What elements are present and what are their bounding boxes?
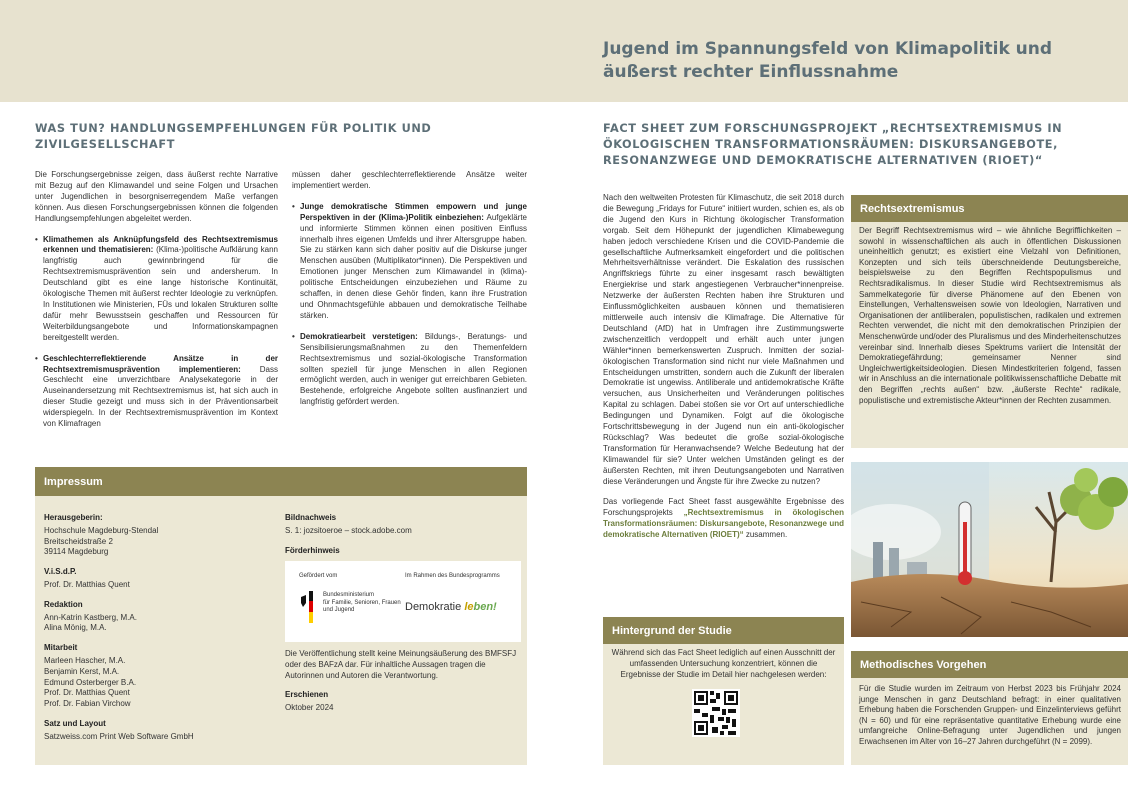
hintergrund-header: [603, 617, 844, 644]
impressum-header: [35, 467, 527, 496]
document-title: [603, 38, 1083, 84]
funding-logos: [285, 561, 521, 642]
recommendations-column-1: [35, 170, 278, 440]
impressum-line: 39114 Magdeburg: [44, 547, 109, 557]
summary-text: Das vorliegende Fact Sheet fasst ausgewählte Ergebnisse des Forschungsprojekts: [603, 497, 844, 518]
impressum-right-lower: [285, 649, 521, 723]
list-item: [35, 354, 278, 430]
impressum-funding: [285, 546, 521, 557]
list-item-text: (Klima-)politische Aufklärung kann langfristig auch gewinnbringend für die Rechtsextremismusprävention sein und andersherum. In Deutschland gibt es eine lange historische Kontinuität, ökologische Themen mit äußerst rechter Ideologie zu verknüpfen. In Institutionen wie Ministerien, FÜs und lokalen Strukturen sollte dafür mehr Bewusstsein geschaffen und Ressourcen für Weiterbildungsangebote und Informationskampagnen bereitgestellt werden.: [43, 245, 279, 342]
list-item: [292, 332, 527, 408]
qr-code-icon: [692, 689, 740, 737]
impressum-disclaimer: [285, 649, 521, 681]
impressum-line: Prof. Dr. Fabian Virchow: [44, 699, 131, 709]
impressum-line: Breitscheidstraße 2: [44, 536, 113, 546]
factsheet-body: [603, 193, 844, 551]
recommendations-list: [35, 235, 278, 430]
impressum-line: Hochschule Magdeburg-Stendal: [44, 525, 159, 535]
impressum-line: Edmund Osterberger B.A.: [44, 677, 137, 687]
federal-eagle-icon: [299, 591, 311, 623]
project-link[interactable]: „Rechtsextremismus in ökologischen Transformationsräumen: Diskursangebote, Resonanzwege und demokratische Alternativen (RIOET)“: [603, 508, 845, 540]
heading-line: ÖKOLOGISCHEN TRANSFORMATIONSRÄUMEN: DISKURSANGEBOTE,: [603, 138, 1059, 151]
impressum-label: Satz und Layout: [44, 718, 106, 728]
box-text: Für die Studie wurden im Zeitraum von Herbst 2023 bis Frühjahr 2024 junge Menschen in ganz Deutschland befragt: in einer qualitativen Erhebung haben die Forschenden Gruppen- und Einzelinterviews geführt (N = 60) und für eine repräsentative quantitative Erhebung wurde eine umfangreiche Online-Befragung unter Jugendlichen und jungen Erwachsenen im Alter von 16–27 Jahren durchgeführt (N = 2099).: [859, 684, 1121, 746]
impressum-line: Oktober 2024: [285, 703, 334, 713]
climate-photo-illustration: [851, 462, 1128, 637]
list-item-text: Bildungs-, Beratungs- und Sensibilisierungsmaßnahmen zu den Themenfeldern Rechtsextremismus und sozial-ökologische Transformation sollten speziell für junge Menschen in allen Regionen ermöglicht werden, auch in weniger gut erreichbaren Gebieten. Bestehende, erfolgreiche Angebote sollten ausfinanziert und langfristig gefördert werden.: [300, 331, 527, 407]
impressum-label: Herausgeberin:: [44, 513, 103, 522]
demokratie-leben-logo: [405, 601, 497, 613]
intro-paragraph: Die Forschungsergebnisse zeigen, dass äußerst rechte Narrative mit Bezug auf den Klimawandel und seine Folgen und Ursachen unter Jugendlichen in besorgniserregendem Maße verfangen können. Aus diesen Forschungsergebnissen können die folgenden Handlungsempfehlungen abgeleitet werden.: [35, 170, 278, 223]
list-item: [35, 235, 278, 344]
logo-word: ben!: [473, 601, 497, 613]
impressum-label: Mitarbeit: [44, 643, 78, 653]
logo-caption: Im Rahmen des Bundesprogramms: [405, 573, 500, 579]
impressum-label: Förderhinweis: [285, 545, 340, 555]
continued-paragraph: müssen daher geschlechterreflektierende Ansätze weiter implementiert werden.: [292, 170, 527, 190]
rechtsextremismus-header: [851, 195, 1128, 222]
box-text: Während sich das Fact Sheet lediglich auf einen Ausschnitt der umfassenden Untersuchung konzentriert, können die Ergebnisse der Studie im Detail hier nachgelesen werden:: [611, 648, 836, 679]
document-title-line: äußerst rechter Einflussnahme: [603, 62, 899, 82]
list-item-text: Dass Geschlecht eine unverzichtbare Analysekategorie in der Auseinandersetzung mit Rechtsextremismus ist, hat sich auch in dieser Studie gezeigt und muss sich in der Präventionsarbeit widerspiegeln. In der Rechtsextremismusprävention im Kontext von Klimafragen: [43, 364, 278, 429]
ministry-name: [323, 592, 403, 615]
logo-word: le: [464, 601, 474, 613]
impressum-line: S. 1: jozsitoeroe – stock.adobe.com: [285, 525, 412, 535]
ministry-line: für Familie, Senioren, Frauen: [323, 599, 401, 606]
disclaimer-text: Die Veröffentlichung stellt keine Meinungsäußerung des BMFSFJ oder des BAFzA dar. Für inhaltliche Aussagen tragen die Autorinnen und Autoren die Verantwortung.: [285, 649, 517, 680]
list-item: [292, 202, 527, 322]
list-item-text: Aufgeklärte und informierte Stimmen können einen positiven Einfluss innerhalb ihres eigenen Umfelds und ihrer Altersgruppe haben. Sie zu stärken kann sich daher positiv auf die Diskurse junger Menschen ausüben (Multiplikator*innen). Die Perspektiven und Emotionen junger Menschen zum Klimawandel in (klima)-politische Entscheidungen einzubeziehen und Räume zu schaffen, in denen diese Gehör finden, kann ihre Frustration und Ohnmachtsgefühle abbauen und demokratische Teilhabe stärken.: [300, 212, 527, 320]
impressum-line: Prof. Dr. Matthias Quent: [44, 688, 130, 698]
heading-line: FACT SHEET ZUM FORSCHUNGSPROJEKT „RECHTSEXTREMISMUS IN: [603, 122, 1063, 135]
recommendations-heading: [35, 121, 535, 153]
impressum-line: Ann-Katrin Kastberg, M.A.: [44, 612, 137, 622]
list-item-title: Demokratiearbeit verstetigen:: [300, 331, 418, 341]
methodik-text-wrap: [859, 684, 1121, 758]
impressum-line: Marleen Hascher, M.A.: [44, 655, 126, 665]
document-title-line: Jugend im Spannungsfeld von Klimapolitik und: [603, 39, 1053, 59]
heading-line: WAS TUN? HANDLUNGSEMPFEHLUNGEN FÜR POLITIK UND: [35, 122, 432, 135]
impressum-right: [285, 513, 521, 565]
methodik-header: [851, 651, 1128, 678]
impressum-editorial: [44, 600, 274, 634]
impressum-title: Impressum: [44, 475, 103, 488]
impressum-contributors: [44, 643, 274, 710]
list-item-title: Geschlechterreflektierende Ansätze in der Rechtsextremismusprävention implementieren:: [43, 353, 278, 374]
climate-photo: [851, 462, 1128, 637]
study-qr-code[interactable]: [692, 689, 740, 737]
impressum-label: V.i.S.d.P.: [44, 567, 77, 577]
list-item-title: Klimathemen als Anknüpfungsfeld des Rechtsextremismus erkennen und thematisieren:: [43, 234, 278, 255]
ministry-line: und Jugend: [323, 607, 355, 613]
impressum-line: Alina Mönig, M.A.: [44, 623, 107, 633]
impressum-label: Redaktion: [44, 599, 83, 609]
impressum-line: Prof. Dr. Matthias Quent: [44, 579, 130, 589]
list-item-title: Junge demokratische Stimmen empowern und junge Perspektiven in der (Klima-)Politik einbeziehen:: [300, 201, 527, 222]
impressum-label: Bildnachweis: [285, 513, 337, 522]
impressum-layout: [44, 719, 274, 743]
box-title: Methodisches Vorgehen: [860, 658, 987, 671]
hintergrund-text-wrap: [611, 648, 836, 691]
factsheet-heading: [603, 121, 1123, 169]
impressum-visdp: [44, 567, 274, 591]
impressum-publisher: [44, 513, 274, 558]
impressum-published: [285, 690, 521, 714]
impressum-line: Benjamin Kerst, M.A.: [44, 666, 120, 676]
heading-line: ZIVILGESELLSCHAFT: [35, 138, 176, 151]
intro-paragraph: Nach den weltweiten Protesten für Klimaschutz, die seit 2018 durch die Bewegung „Fridays for Future“ initiiert wurden, schien es, als ob die Jugend den Kurs in Richtung ökologischer Transformation vorgab. Seit dem Höhepunkt der jugendlichen Klimabewegung haben jedoch verschiedene Krisen und die COVID-Pandemie die gesellschaftliche Aufmerksamkeit eingefordert und die politischen Mehrheitsverhältnisse verändert. Die Eskalation des russischen Angriffskriegs führte zu einer insgesamt rasch bewältigten Energiekrise und stark angestiegenen Verbraucher*innenpreise. Netzwerke der äußersten Rechten haben ihre Strukturen und Einflussmöglichkeiten ausbauen können und thematisieren mittlerweile auch intensiv die Klimafrage. Die Alternative für Deutschland (AfD) hat in Umfragen ihre Zustimmungswerte zwischenzeitlich verdoppelt und erhält auch unter jungen Wähler*innen bemerkenswerten Zuspruch. Inmitten der sozial-ökologischen Transformation sind nicht nur viele Maßnahmen und Entscheidungen umstritten, sondern auch die Zukunft der liberalen Demokratie ist ungewiss. Antiliberale und antidemokratische Kräfte versuchen, aus Unsicherheiten und Veränderungen politisches Kapital zu schlagen. Dabei stoßen sie vor Ort auf unterschiedliche Bedingungen und Dynamiken. Folgt auf die ökologische Fortschrittsbewegung in der Jugend nun ein anti-ökologischer Rückschlag? Was bedeutet die große sozial-ökologische Transformation für Heranwachsende? Welche Bedeutung hat der Klimawandel für sie? Unter welchen Umständen gelingt es der äußersten Rechten, mit ihren Deutungsangeboten und Narrativen diese Veränderungen und Ängste für ihre Zwecke zu nutzen?: [603, 193, 844, 486]
ministry-line: Bundesministerium: [323, 592, 375, 598]
box-title: Hintergrund der Studie: [612, 624, 732, 637]
recommendations-column-2: [292, 170, 527, 418]
recommendations-list: [292, 202, 527, 408]
logo-word: Demokratie: [405, 601, 462, 613]
impressum-image-credits: [285, 513, 521, 537]
impressum-line: Satzweiss.com Print Web Software GmbH: [44, 731, 194, 741]
rechtsextremismus-text-wrap: [859, 226, 1121, 416]
logo-caption: Gefördert vom: [299, 573, 338, 579]
box-title: Rechtsextremismus: [860, 202, 965, 215]
summary-paragraph: [603, 497, 844, 541]
summary-text: zusammen.: [743, 530, 788, 540]
impressum-label: Erschienen: [285, 690, 329, 700]
box-text: Der Begriff Rechtsextremismus wird – wie ähnliche Begrifflichkeiten – sowohl in wissenschaftlichen als auch in öffentlichen Diskussionen uneinheitlich genutzt; es existiert eine Vielzahl von Definitionen, Konzepten und sich teils überschneidende Deutungsbereiche, beispielsweise zu den Begriffen Rechtspopulismus und Rechtsradikalismus. In dieser Studie wird Rechtsextremismus als Sammelkategorie für diverse Phänomene auf den Ebenen von Einstellungen, Verhaltensweisen sowie von Ideologien, Narrativen und Organisationen der antiliberalen, populistischen, radikalen und extremen Rechten verwendet, die nicht mit den demokratischen Prinzipien der Menschenwürde und/oder des Pluralismus und des Minderheitenschutzes vereinbar sind. Innerhalb dieses Spektrums variiert die Intensität der Demokratiegefährdung; gemeinsamer Nenner sind Ungleichwertigkeitsideologien. Diesen Mindestkriterien folgend, fassen wir in Anschluss an die internationale politikwissenschaftliche Debatte mit den Begriffen „rechts außen“ bzw. „äußerste Rechte“ radikale, populistische und extremistische Akteur*innen der Rechten zusammen.: [859, 226, 1121, 405]
heading-line: RESONANZWEGE UND DEMOKRATISCHE ALTERNATIVEN (RIOET)“: [603, 154, 1043, 167]
impressum-left: [44, 513, 274, 752]
